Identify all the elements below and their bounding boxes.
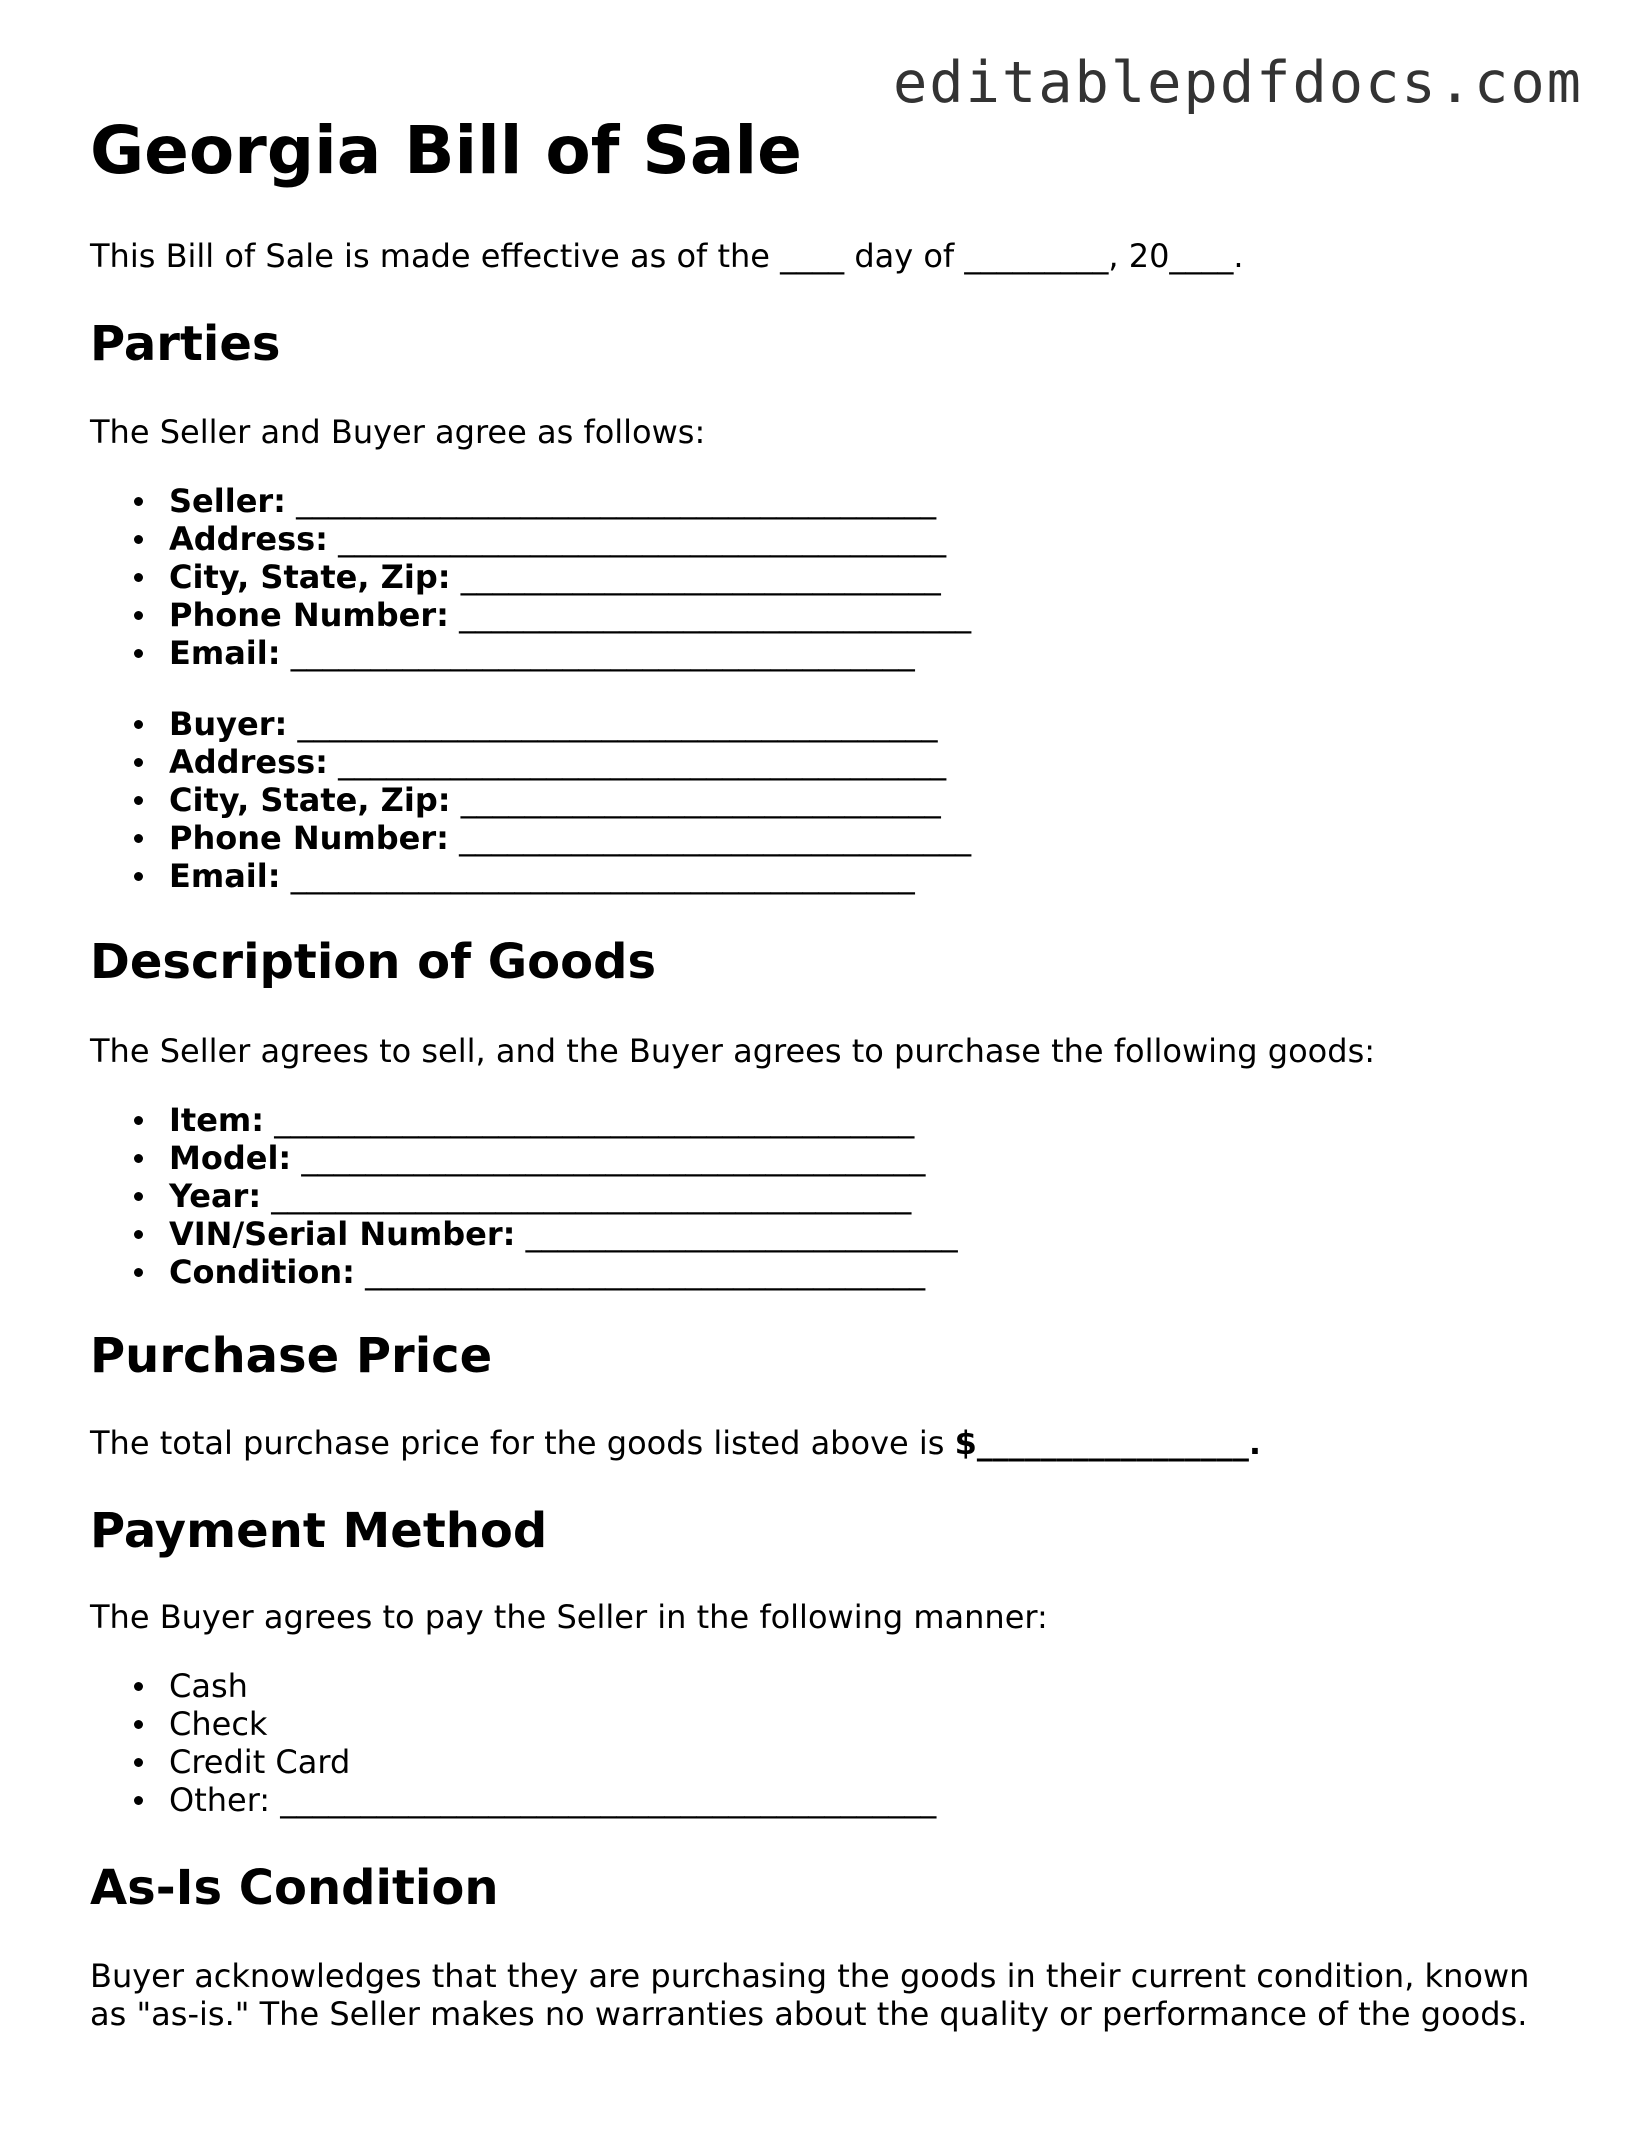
list-item <box>90 558 971 596</box>
payment-intro: The Buyer agrees to pay the Seller in the following manner: <box>90 1598 1048 1636</box>
buyer-name-blank[interactable]: ________________________________________ <box>297 705 938 743</box>
payment-option-cash: Cash <box>90 1667 936 1705</box>
field-label: Phone Number: <box>169 819 449 857</box>
seller-city-blank[interactable]: ______________________________ <box>460 558 941 596</box>
item-blank[interactable]: ________________________________________ <box>274 1101 915 1139</box>
parties-intro: The Seller and Buyer agree as follows: <box>90 413 706 451</box>
field-label: City, State, Zip: <box>169 781 451 819</box>
list-item <box>90 520 971 558</box>
effective-date-line: This Bill of Sale is made effective as of the ____ day of _________, 20____. <box>90 237 1244 275</box>
field-label: Email: <box>169 634 281 672</box>
asis-text: Buyer acknowledges that they are purchasing the goods in their current condition, known as "as-is." The Seller makes no warranties about the quality or performance of the goods. <box>90 1957 1530 2033</box>
seller-address-blank[interactable]: ______________________________________ <box>338 520 947 558</box>
list-item <box>90 819 971 857</box>
asis-heading: As-Is Condition <box>90 1860 499 1916</box>
vin-blank[interactable]: ___________________________ <box>525 1215 958 1253</box>
buyer-list <box>90 705 971 895</box>
price-amount-blank[interactable]: $_________________. <box>954 1424 1262 1462</box>
payment-option-credit-card: Credit Card <box>90 1743 936 1781</box>
model-blank[interactable]: _______________________________________ <box>301 1139 926 1177</box>
field-label: Email: <box>169 857 281 895</box>
buyer-address-blank[interactable]: ______________________________________ <box>338 743 947 781</box>
goods-heading: Description of Goods <box>90 934 657 990</box>
list-item <box>90 634 971 672</box>
goods-list <box>90 1101 958 1291</box>
page-title: Georgia Bill of Sale <box>90 112 802 189</box>
list-item <box>90 781 971 819</box>
buyer-city-blank[interactable]: ______________________________ <box>460 781 941 819</box>
field-label: Model: <box>169 1139 292 1177</box>
field-label: Year: <box>169 1177 262 1215</box>
list-item <box>90 743 971 781</box>
list-item <box>90 705 971 743</box>
price-text: The total purchase price for the goods listed above is <box>90 1424 955 1462</box>
list-item <box>90 1215 958 1253</box>
field-label: Seller: <box>169 482 286 520</box>
seller-email-blank[interactable]: _______________________________________ <box>290 634 915 672</box>
payment-option-other[interactable]: Other: _________________________________________ <box>90 1781 936 1819</box>
year-blank[interactable]: ________________________________________ <box>271 1177 912 1215</box>
buyer-email-blank[interactable]: _______________________________________ <box>290 857 915 895</box>
payment-heading: Payment Method <box>90 1503 548 1559</box>
goods-intro: The Seller agrees to sell, and the Buyer agrees to purchase the following goods: <box>90 1032 1376 1070</box>
field-label: Address: <box>169 743 328 781</box>
price-line <box>90 1424 1261 1462</box>
list-item <box>90 1101 958 1139</box>
seller-list <box>90 482 971 672</box>
field-label: Phone Number: <box>169 596 449 634</box>
seller-phone-blank[interactable]: ________________________________ <box>459 596 972 634</box>
list-item <box>90 1253 958 1291</box>
list-item <box>90 857 971 895</box>
list-item <box>90 1139 958 1177</box>
buyer-phone-blank[interactable]: ________________________________ <box>459 819 972 857</box>
condition-blank[interactable]: ___________________________________ <box>365 1253 926 1291</box>
watermark: editablepdfdocs.com <box>892 50 1583 116</box>
field-label: Item: <box>169 1101 265 1139</box>
price-heading: Purchase Price <box>90 1328 493 1384</box>
field-label: VIN/Serial Number: <box>169 1215 516 1253</box>
field-label: Buyer: <box>169 705 288 743</box>
field-label: City, State, Zip: <box>169 558 451 596</box>
payment-option-check: Check <box>90 1705 936 1743</box>
payment-options-list <box>90 1667 936 1819</box>
list-item <box>90 596 971 634</box>
seller-name-blank[interactable]: ________________________________________ <box>296 482 937 520</box>
field-label: Address: <box>169 520 328 558</box>
field-label: Condition: <box>169 1253 355 1291</box>
list-item <box>90 482 971 520</box>
list-item <box>90 1177 958 1215</box>
parties-heading: Parties <box>90 316 281 372</box>
